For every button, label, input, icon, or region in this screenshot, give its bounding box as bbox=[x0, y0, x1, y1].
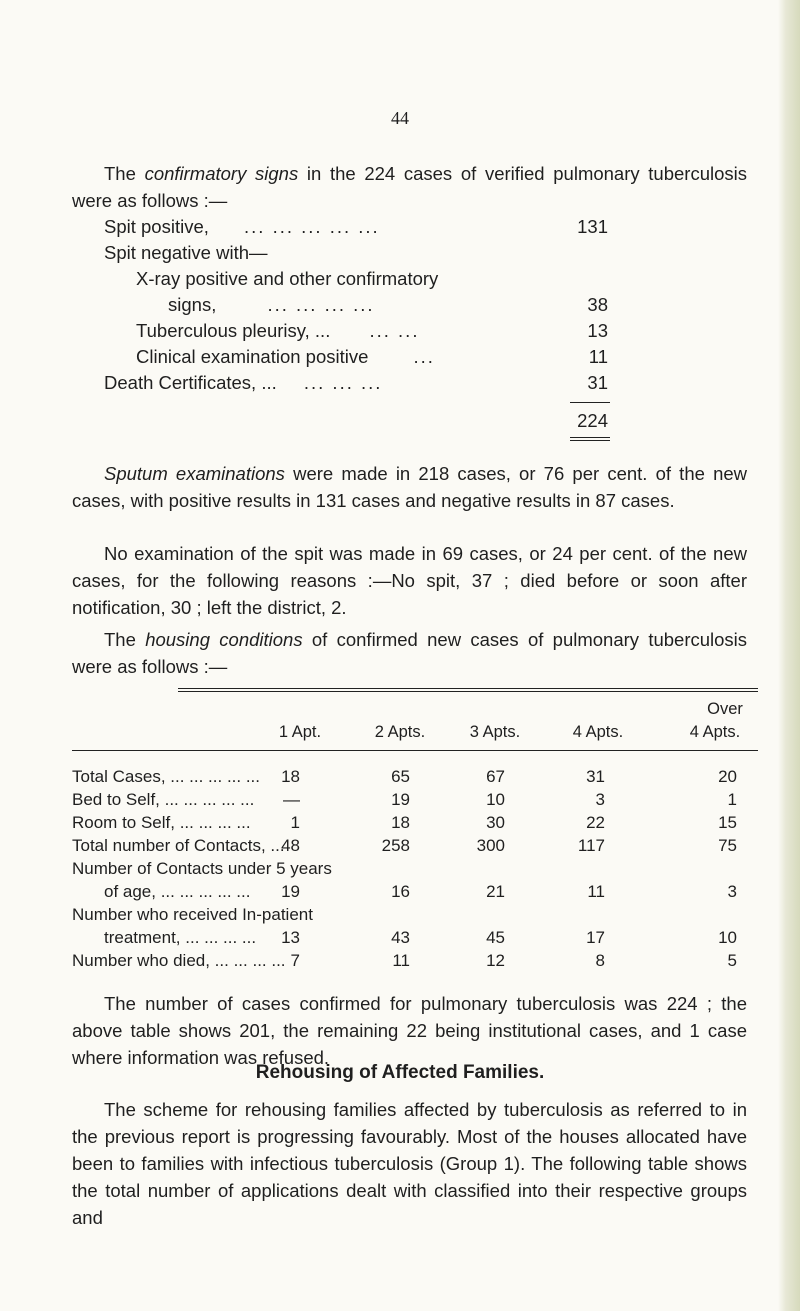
pleurisy-dots: ... ... bbox=[369, 320, 420, 341]
pleurisy-label: Tuberculous pleurisy, ... bbox=[136, 320, 331, 341]
death-label: Death Certificates, ... bbox=[104, 372, 277, 393]
table-cell: 117 bbox=[577, 836, 605, 855]
table-cell: 12 bbox=[486, 951, 505, 970]
table-cell: 15 bbox=[718, 813, 737, 832]
spit-positive-row bbox=[104, 214, 380, 240]
table-cell: 30 bbox=[486, 813, 505, 832]
table-top-rule-2 bbox=[178, 691, 758, 692]
death-dots: ... ... ... bbox=[303, 372, 383, 393]
header-4-apts: 4 Apts. bbox=[572, 723, 624, 741]
housing-paragraph bbox=[72, 626, 747, 680]
page-edge-shadow bbox=[778, 0, 800, 1311]
table-cell: 16 bbox=[391, 882, 410, 901]
table-cell: 11 bbox=[587, 882, 605, 901]
header-3-apts: 3 Apts. bbox=[469, 723, 521, 741]
spit-positive-value: 131 bbox=[577, 216, 608, 237]
table-cell: 300 bbox=[476, 836, 505, 855]
header-over: Over bbox=[707, 700, 743, 718]
sputum-emphasis: Sputum examinations bbox=[104, 463, 285, 484]
housing-pre: The bbox=[104, 629, 136, 650]
table-cell: 10 bbox=[718, 928, 737, 947]
intro-pre: The bbox=[104, 163, 136, 184]
clinical-row bbox=[136, 344, 435, 370]
row-label-total-cases: Total Cases, ... ... ... ... ... bbox=[72, 767, 261, 786]
table-cell: 7 bbox=[290, 951, 300, 970]
table-cell: 19 bbox=[391, 790, 410, 809]
clinical-label: Clinical examination positive bbox=[136, 346, 369, 367]
pleurisy-value: 13 bbox=[587, 320, 608, 341]
total-double-rule-top bbox=[570, 437, 610, 438]
intro-emphasis: confirmatory signs bbox=[144, 163, 299, 184]
header-1-apt: 1 Apt. bbox=[278, 723, 322, 741]
table-cell: 65 bbox=[391, 767, 410, 786]
intro-paragraph bbox=[72, 160, 747, 214]
row-label-died: Number who died, ... ... ... ... bbox=[72, 951, 286, 970]
rehousing-paragraph: The scheme for rehousing families affected by tuberculosis as referred to in the previous report is progressing favourably. Most of the houses allocated have been to families with infectious tuberculosis (Group 1). The following table shows the total number of applications dealt with classified into their respective groups and bbox=[72, 1099, 747, 1228]
table-top-rule-1 bbox=[178, 688, 758, 689]
row-label-inpatient-line1: Number who received In-patient bbox=[72, 905, 313, 924]
xray-label: signs, bbox=[168, 294, 217, 315]
xray-dots: ... ... ... ... bbox=[267, 294, 375, 315]
table-cell: 48 bbox=[281, 836, 300, 855]
row-label-room-to-self: Room to Self, ... ... ... ... bbox=[72, 813, 251, 832]
spit-negative-label: Spit negative with— bbox=[104, 242, 268, 263]
spit-positive-label: Spit positive, bbox=[104, 216, 209, 237]
row-label-contacts-under-5-line1: Number of Contacts under 5 years bbox=[72, 859, 332, 878]
death-value: 31 bbox=[587, 372, 608, 393]
table-cell: 19 bbox=[281, 882, 300, 901]
housing-post: of confirmed new cases of pulmonary tuberculosis were as follows :— bbox=[72, 629, 748, 677]
sum-rule bbox=[570, 402, 610, 403]
signs-total: 224 bbox=[577, 410, 608, 431]
pleurisy-row bbox=[136, 318, 419, 344]
clinical-dots: ... bbox=[413, 346, 435, 367]
table-cell: 3 bbox=[595, 790, 605, 809]
table-cell: 20 bbox=[718, 767, 737, 786]
table-cell: 1 bbox=[727, 790, 737, 809]
table-cell: 31 bbox=[586, 767, 605, 786]
intro-post: in the 224 cases of verified pulmonary tuberculosis were as follows :— bbox=[72, 163, 748, 211]
no-exam-paragraph: No examination of the spit was made in 69 cases, or 24 per cent. of the new cases, for the following reasons :—No spit, 37 ; died before or soon after notification, 30 ; left the district, 2. bbox=[72, 543, 747, 618]
clinical-value: 11 bbox=[588, 346, 608, 367]
table-cell: 45 bbox=[486, 928, 505, 947]
table-cell: 67 bbox=[486, 767, 505, 786]
row-label-contacts-under-5: of age, ... ... ... ... ... bbox=[104, 882, 251, 901]
table-cell: 13 bbox=[281, 928, 300, 947]
table-header-rule bbox=[72, 750, 758, 751]
sputum-paragraph bbox=[72, 460, 747, 514]
table-cell: 11 bbox=[392, 951, 410, 970]
table-cell: 22 bbox=[586, 813, 605, 832]
table-cell: 8 bbox=[595, 951, 605, 970]
rehousing-heading: Rehousing of Affected Families. bbox=[255, 1062, 545, 1083]
xray-value: 38 bbox=[587, 294, 608, 315]
housing-emphasis: housing conditions bbox=[145, 629, 303, 650]
header-2-apts: 2 Apts. bbox=[374, 723, 426, 741]
table-cell: 258 bbox=[381, 836, 410, 855]
table-cell: 5 bbox=[727, 951, 737, 970]
xray-line1: X-ray positive and other confirmatory bbox=[136, 268, 439, 289]
table-cell: 17 bbox=[586, 928, 605, 947]
table-cell: 75 bbox=[718, 836, 737, 855]
table-cell: 18 bbox=[391, 813, 410, 832]
summary-paragraph: The number of cases confirmed for pulmonary tuberculosis was 224 ; the above table shows 201, the remaining 22 being institutional cases, and 1 case where information was refused. bbox=[72, 993, 747, 1068]
row-label-bed-to-self: Bed to Self, ... ... ... ... ... bbox=[72, 790, 255, 809]
table-cell: — bbox=[283, 790, 300, 809]
xray-row bbox=[168, 292, 375, 318]
table-cell: 18 bbox=[281, 767, 300, 786]
row-label-inpatient: treatment, ... ... ... ... bbox=[104, 928, 257, 947]
table-cell: 1 bbox=[290, 813, 300, 832]
table-cell: 43 bbox=[391, 928, 410, 947]
header-over-4-apts: 4 Apts. bbox=[689, 723, 741, 741]
total-double-rule-bottom bbox=[570, 440, 610, 441]
death-row bbox=[104, 370, 382, 396]
spit-positive-dots: ... ... ... ... ... bbox=[244, 216, 380, 237]
sputum-text: were made in 218 cases, or 76 per cent. of the new cases, with positive results in 131 cases and negative results in 87 cases. bbox=[72, 463, 748, 511]
page-number: 44 bbox=[391, 108, 409, 128]
table-cell: 21 bbox=[486, 882, 505, 901]
row-label-total-contacts: Total number of Contacts, ... bbox=[72, 836, 285, 855]
table-cell: 10 bbox=[486, 790, 505, 809]
table-cell: 3 bbox=[727, 882, 737, 901]
